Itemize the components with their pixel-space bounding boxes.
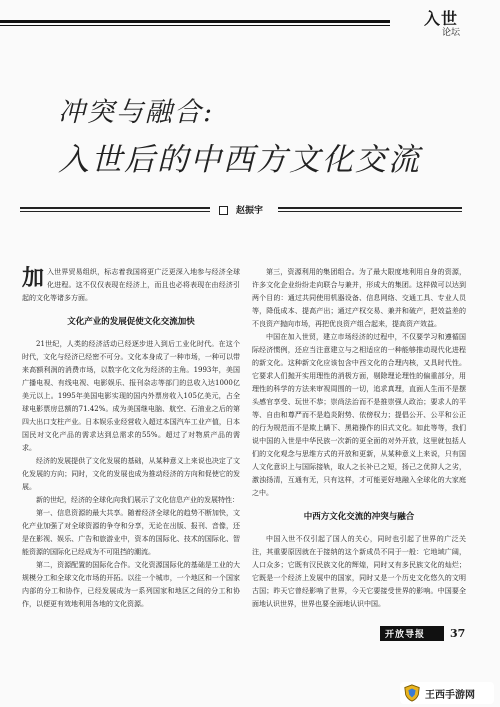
paragraph: 新的世纪，经济的全球化向我们展示了文化信息产业的发展特性： <box>36 496 239 504</box>
intro-text: 入世界贸易组织，标志着我国将更广泛更深入地参与经济全球化进程。这不仅仅表现在经济上，而且也必将表现在由经济引起的文化等诸多方面。 <box>22 268 240 302</box>
footer-label: 开放导报 <box>385 630 426 640</box>
section-heading: 文化产业的发展促使文化交流加快 <box>67 317 195 327</box>
byline-rule-left-thin <box>20 211 210 212</box>
header-rule <box>0 20 390 23</box>
byline-rule-right-thin <box>278 211 462 212</box>
byline-rule-left <box>20 207 210 209</box>
paragraph: 第一、信息资源的最大共享。随着经济全球化的趋势不断加快，文化产业加强了对全球资源的争夺和分享，无论在出版、报刊、音像，还是在影视、娱乐、广告和旅游业中，资本的国际化、技术的国际化、智能资源的国际化已经成为不可阻挡的潮流。 <box>22 509 240 556</box>
shield-logo-icon <box>403 684 421 702</box>
right-column <box>252 266 466 611</box>
column-section: 论坛 <box>441 28 460 38</box>
drop-cap: 加 <box>22 266 45 291</box>
paragraph: 经济的发展提供了文化发展的基础，从某种意义上来说也决定了文化发展的方向；同时，文化的发展也成为推动经济的方向和促使它的发展。 <box>22 457 240 491</box>
paragraph: 中国在加入世贸，建立市场经济的过程中，不仅要学习和遵循国际经济惯例，还应当注意建立与之相适应的一种能够推动现代化进程的新文化。这种新文化应该包含中西文化的合理内核，又具时代性。它要求人们抛开实用理性的消极方面，剔除理论理性的偏重部分，用理性的科学的方法来审视周围的一切，追求真理，直面人生而不是摆头感官享受、玩世不恭；崇尚法治而不是推崇强人政治；要求人的平等、自由和尊严而不是趋炎附势、依傍权力；提倡公开、公平和公正的行为规范而不是欺上瞒下、黑箱操作的旧式文化。如此等等，我们说中国的入世是中华民族一次新的更全面的对外开放，这里就包括人们的文化观念与思维方式的开放和更新，从某种意义上来说，只有国人文化意识上与国际接轨，取人之长补已之短，扬己之优抑人之劣，激浊扬清，互通有无，只有这样，才可能更好地融入全球化的大家庭之中。 <box>252 333 466 497</box>
left-column <box>22 266 240 611</box>
paragraph: 中国入世不仅引起了国人的关心，同时也引起了世界的广泛关注，其重要原因就在于接纳的这个新成员不同于一般：它地域广阔，人口众多；它既有汉民族文化的辉煌，同时又有多民族文化的灿烂；它既是一个经济上发展中的国家，同时又是一个历史文化悠久的文明古国；昨天它曾经影响了世界，今天它要接受世界的影响。中国要全面地认识世界，世界也要全面地认识中国。 <box>252 535 466 608</box>
paragraph: 第二，资源配置的国际化合作。文化资源国际化的基础是工业的大规模分工和全球文化市场的开拓。以往一个城市，一个地区和一个国家内部的分工和协作，已经发展成为一系列国家和地区之间的分工和协作，以便更有效地利用各地的文化资源。 <box>22 561 240 608</box>
section-heading: 中西方文化交流的冲突与融合 <box>303 512 415 522</box>
paragraph: 21世纪，人类的经济活动已经逐步进入到后工业化时代。在这个时代，文化与经济已经密不可分。文化本身成了一种市场，一种可以带来高额利润的消费市场，以数字化文化为经济的主角。1993年，美国广播电视、有线电视、电影娱乐、报刊杂志等部门的总收入达1000亿美元以上。1995年美国电影实现的国内外票房收入105亿美元，占全球电影票房总额的71.42%。成为美国继电脑、航空、石油业之后的第四大出口支柱产业。日本娱乐业经营收入超过本国汽车工业产值，日本国民对文化产品的需求达到总需求的55%。超过了对物质产品的需求。 <box>22 340 240 452</box>
author-name: 赵振宇 <box>236 206 264 216</box>
article-title-line1: 冲突与融合: <box>58 97 215 128</box>
paragraph: 第三，资源利用的集团组合。为了最大限度地利用自身的资源，许多文化企业纷纷走向联合与兼并，形成大的集团。这样做可以达到两个目的：通过共同使用机器设备、信息网络、交通工具、专业人员等，降低成本、提高产出；通过产权交易、兼并和破产，把效益差的不良资产抛向市场，再把优良资产组合起来，提高资产效益。 <box>252 268 466 328</box>
article-title-line2: 入世后的中西方文化交流 <box>58 142 421 178</box>
watermark-text: 王西手游网 <box>425 689 475 701</box>
column-brand: 入世 <box>423 9 458 28</box>
watermark <box>400 682 494 704</box>
byline-rule-right <box>278 207 462 209</box>
page-number: 37 <box>450 627 466 640</box>
header-rule-thin <box>0 25 390 26</box>
byline-square-icon <box>219 206 228 215</box>
intro-paragraph <box>22 266 240 305</box>
